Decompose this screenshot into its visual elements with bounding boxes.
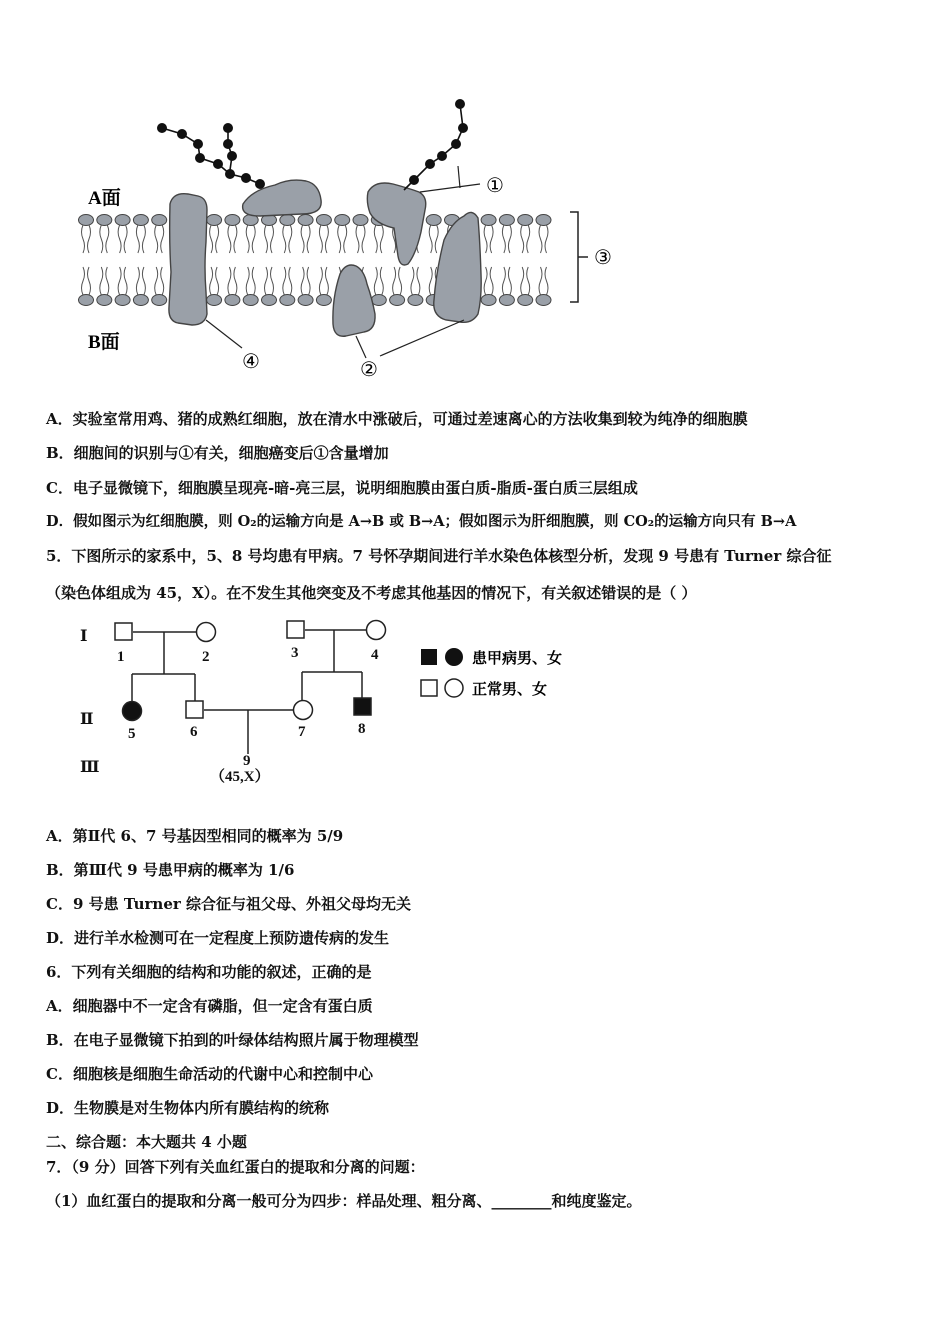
phospholipid-tail (502, 225, 511, 253)
generation-2: Ⅱ (80, 711, 94, 728)
phospholipid-tail (502, 267, 511, 295)
q6-option-a: A．细胞器中不一定含有磷脂，但一定含有蛋白质 (46, 997, 373, 1015)
q7-stem: 7．（9 分）回答下列有关血红蛋白的提取和分离的问题： (46, 1158, 425, 1176)
label-5: 5 (128, 726, 136, 742)
phospholipid-tail (393, 267, 402, 295)
phospholipid-head (481, 215, 496, 226)
phospholipid-head (225, 215, 240, 226)
phospholipid-head (207, 295, 222, 306)
individual-3 (287, 621, 304, 638)
phospholipid-tail (539, 225, 548, 253)
phospholipid-tail (319, 225, 328, 253)
marker-3: ③ (594, 247, 612, 269)
phospholipid-tail (301, 267, 310, 295)
phospholipid-tail (155, 225, 164, 253)
phospholipid-head (152, 295, 167, 306)
q6-option-c: C．细胞核是细胞生命活动的代谢中心和控制中心 (46, 1065, 373, 1083)
phospholipid-head (536, 295, 551, 306)
phospholipid-tail (118, 267, 127, 295)
phospholipid-tail (136, 267, 145, 295)
channel-protein (169, 194, 207, 325)
phospholipid-tail (136, 225, 145, 253)
phospholipid-head (298, 295, 313, 306)
phospholipid-tail (118, 225, 127, 253)
phospholipid-head (152, 215, 167, 226)
phospholipid-head (262, 295, 277, 306)
label-7: 7 (298, 724, 306, 740)
phospholipid-tail (246, 267, 255, 295)
phospholipid-tail (283, 267, 292, 295)
phospholipid-tail (228, 225, 237, 253)
phospholipid-tail (319, 267, 328, 295)
pedigree-figure (72, 612, 592, 792)
phospholipid-tail (155, 267, 164, 295)
phospholipid-tail (374, 267, 383, 295)
phospholipid-tail (100, 267, 109, 295)
phospholipid-head (79, 295, 94, 306)
phospholipid-tail (484, 225, 493, 253)
phospholipid-head (426, 215, 441, 226)
phospholipid-head (499, 295, 514, 306)
individual-4 (367, 621, 386, 640)
phospholipid-tail (411, 267, 420, 295)
individual-7 (294, 701, 313, 720)
phospholipid-tail (265, 225, 274, 253)
section-2-heading: 二、综合题：本大题共 4 小题 (46, 1133, 247, 1151)
q4-option-b: B．细胞间的识别与①有关，细胞癌变后①含量增加 (46, 444, 389, 462)
q4-option-c: C．电子显微镜下，细胞膜呈现亮-暗-亮三层，说明细胞膜由蛋白质-脂质-蛋白质三层组成 (46, 479, 638, 497)
peripheral-protein-top (243, 180, 322, 216)
marker-4: ④ (242, 351, 260, 373)
individual-1 (115, 623, 132, 640)
legend-affected-male (421, 649, 437, 665)
phospholipid-head (518, 295, 533, 306)
phospholipid-head (280, 215, 295, 226)
generation-1: Ⅰ (80, 628, 88, 645)
phospholipid-head (298, 215, 313, 226)
phospholipid-head (316, 215, 331, 226)
q5-option-c: C．9 号患 Turner 综合征与祖父母、外祖父母均无关 (46, 895, 411, 913)
q7-part-1: （1）血红蛋白的提取和分离一般可分为四步：样品处理、粗分离、________和纯度鉴定。 (46, 1192, 642, 1210)
q4-option-d: D．假如图示为红细胞膜，则 O₂的运输方向是 A→B 或 B→A；假如图示为肝细胞膜，则 CO₂的运输方向只有 B→A (46, 513, 797, 530)
label-2: 2 (202, 649, 210, 665)
individual-2 (197, 623, 216, 642)
protein-2-left (333, 265, 375, 336)
phospholipid-head (353, 215, 368, 226)
cell-membrane-diagram (70, 92, 630, 384)
marker-1: ① (486, 175, 504, 197)
label-4: 4 (371, 647, 379, 663)
phospholipid-head (225, 295, 240, 306)
phospholipid-head (499, 215, 514, 226)
pedigree-chart (72, 612, 592, 792)
karyotype-label: （45,X） (210, 769, 270, 785)
q5-option-d: D．进行羊水检测可在一定程度上预防遗传病的发生 (46, 929, 390, 947)
phospholipid-tail (356, 225, 365, 253)
phospholipid-tail (484, 267, 493, 295)
phospholipid-tail (210, 267, 219, 295)
phospholipid-tail (338, 225, 347, 253)
phospholipid-head (316, 295, 331, 306)
phospholipid-tail (82, 225, 91, 253)
phospholipid-tail (246, 225, 255, 253)
phospholipid-head (115, 295, 130, 306)
phospholipid-head (115, 215, 130, 226)
phospholipid-tail (301, 225, 310, 253)
phospholipid-head (335, 215, 350, 226)
phospholipid-tail (429, 225, 438, 253)
phospholipid-head (243, 295, 258, 306)
cell-membrane-figure (70, 92, 630, 384)
phospholipid-head (207, 215, 222, 226)
side-a-label: A面 (88, 188, 121, 209)
individual-6 (186, 701, 203, 718)
label-9: 9 (243, 753, 251, 769)
q6-option-d: D．生物膜是对生物体内所有膜结构的统称 (46, 1099, 330, 1117)
individual-8 (354, 698, 371, 715)
phospholipid-tail (210, 225, 219, 253)
phospholipid-tail (228, 267, 237, 295)
label-6: 6 (190, 724, 198, 740)
protein-2-right (434, 212, 481, 322)
phospholipid-head (133, 215, 148, 226)
phospholipid-tail (521, 225, 530, 253)
phospholipid-head (518, 215, 533, 226)
phospholipid-head (97, 215, 112, 226)
legend-normal-female (445, 679, 463, 697)
phospholipid-tail (539, 267, 548, 295)
phospholipid-head (408, 295, 423, 306)
phospholipid-head (97, 295, 112, 306)
phospholipid-head (536, 215, 551, 226)
phospholipid-tail (283, 225, 292, 253)
legend-normal-text: 正常男、女 (472, 682, 548, 698)
label-1: 1 (117, 649, 125, 665)
phospholipid-tail (82, 267, 91, 295)
phospholipid-tail (100, 225, 109, 253)
legend-affected-text: 患甲病男、女 (472, 651, 563, 667)
phospholipid-tail (265, 267, 274, 295)
sugar-chains (158, 100, 467, 190)
q5-stem-line1: 5．下图所示的家系中，5、8 号均患有甲病。7 号怀孕期间进行羊水染色体核型分析，发现 9 号患有 Turner 综合征 (46, 547, 832, 565)
phospholipid-tail (374, 225, 383, 253)
phospholipid-head (133, 295, 148, 306)
side-b-label: B面 (88, 332, 120, 353)
legend-normal-male (421, 680, 437, 696)
q5-stem-line2: （染色体组成为 45，X）。在不发生其他突变及不考虑其他基因的情况下，有关叙述错误的是（ ） (46, 584, 697, 602)
phospholipid-head (79, 215, 94, 226)
q4-option-a: A．实验室常用鸡、猪的成熟红细胞，放在清水中涨破后，可通过差速离心的方法收集到较为纯净的细胞膜 (46, 410, 748, 428)
phospholipid-head (481, 295, 496, 306)
label-3: 3 (291, 645, 299, 661)
label-8: 8 (358, 721, 366, 737)
q5-option-b: B．第Ⅲ代 9 号患甲病的概率为 1/6 (46, 861, 295, 879)
individual-5 (123, 702, 142, 721)
phospholipid-head (280, 295, 295, 306)
q5-option-a: A．第Ⅱ代 6、7 号基因型相同的概率为 5/9 (46, 827, 344, 845)
phospholipid-head (390, 295, 405, 306)
generation-3: Ⅲ (80, 759, 100, 776)
q6-option-b: B．在电子显微镜下拍到的叶绿体结构照片属于物理模型 (46, 1031, 419, 1049)
marker-2: ② (360, 359, 378, 381)
q6-stem: 6．下列有关细胞的结构和功能的叙述，正确的是 (46, 963, 372, 981)
legend-affected-female (445, 648, 463, 666)
phospholipid-tail (521, 267, 530, 295)
